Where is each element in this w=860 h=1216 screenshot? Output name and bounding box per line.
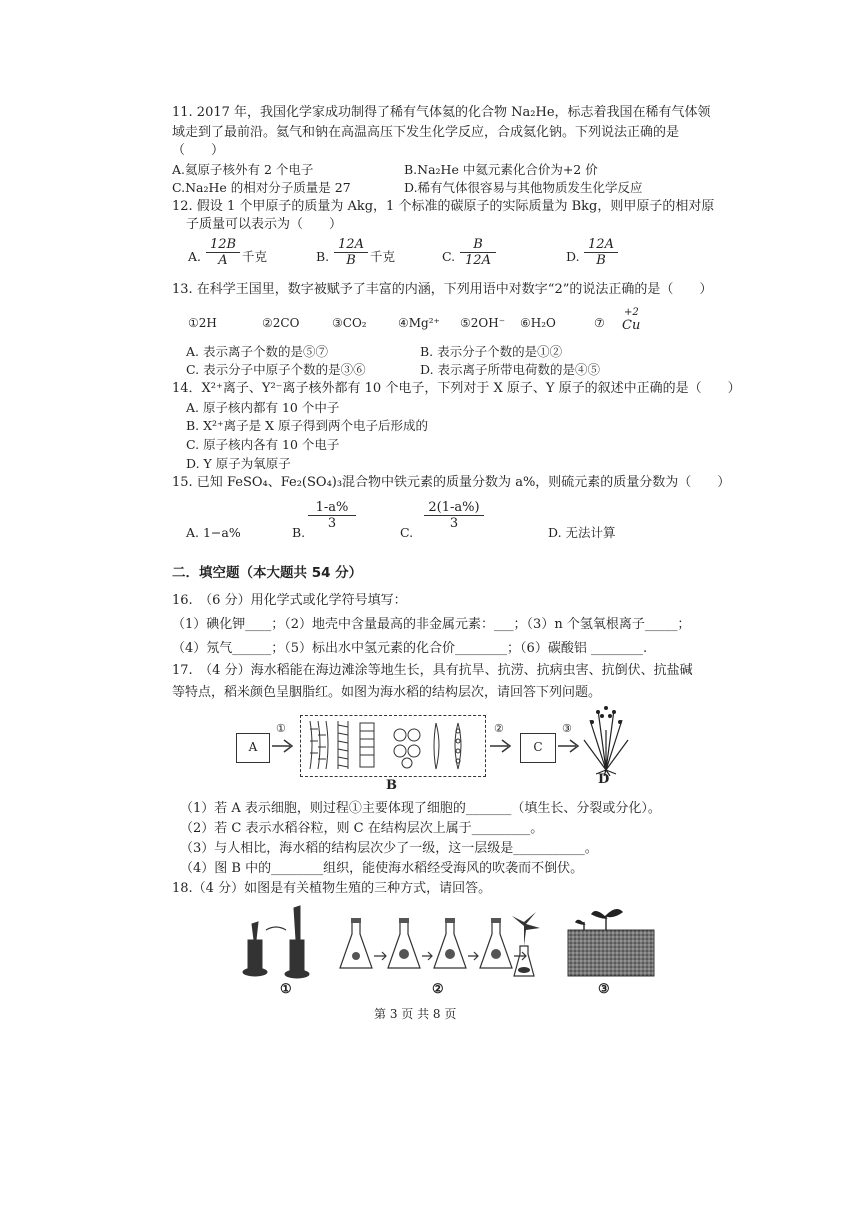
q12-option-a-numerator: 12B	[206, 237, 240, 253]
q13-symbol-2: ②2CO	[262, 316, 300, 330]
q18-line1: 18.（4 分）如图是有关植物生殖的三种方式，请回答。	[172, 881, 492, 896]
q12-option-d-fraction	[584, 237, 618, 268]
q12-option-b-label: B.	[316, 249, 330, 264]
q12-option-d-numerator: 12A	[584, 237, 618, 253]
q15-option-b-denominator: 3	[327, 516, 337, 531]
q15-option-c-label: C.	[400, 525, 414, 540]
q15-option-c-numerator: 2(1-a%)	[424, 500, 484, 516]
q16-line2: （1）碘化钾____；（2）地壳中含量最高的非金属元素：___；（3）n 个氢氧根离子_____；	[172, 617, 691, 632]
q12-option-c-denominator: 12A	[465, 253, 491, 268]
q15-option-b-fraction	[308, 500, 356, 531]
q13-symbol-3: ③CO₂	[332, 316, 367, 330]
q13-line1: 13. 在科学王国里，数字被赋予了丰富的内涵，下列用语中对数字“2”的说法正确的是（ ）	[172, 282, 713, 297]
q11-line1: 11. 2017 年，我国化学家成功制得了稀有气体氦的化合物 Na₂He，标志着我国在稀有气体领	[172, 105, 711, 120]
q13-option-d: D. 表示离子所带电荷数的是④⑤	[420, 362, 601, 377]
q18-label-3: ③	[598, 982, 610, 997]
q17-line2: 等特点，稻米颜色呈胭脂红。如图为海水稻的结构层次，请回答下列问题。	[172, 685, 602, 700]
q18-label-2: ②	[432, 982, 444, 997]
q13-symbol-5: ⑤2OH⁻	[460, 316, 506, 330]
q12-option-c-fraction	[460, 237, 496, 268]
q17-sub4: （4）图 B 中的________组织，能使海水稻经受海风的吹袭而不倒伏。	[180, 861, 584, 876]
q13-option-a: A. 表示离子个数的是⑤⑦	[186, 344, 328, 359]
q13-symbol-7-element: Cu	[622, 318, 641, 333]
figure-label-d: D	[598, 772, 610, 787]
q13-symbol-1: ①2H	[188, 316, 217, 330]
q15-line1: 15. 已知 FeSO₄、Fe₂(SO₄)₃混合物中铁元素的质量分数为 a%，则硫元素的质量分数为（ ）	[172, 475, 731, 490]
q12-option-c-numerator: B	[460, 237, 496, 253]
q13-option-b: B. 表示分子个数的是①②	[420, 344, 563, 359]
q12-option-b-denominator: B	[346, 253, 356, 268]
q18-label-1: ①	[280, 982, 292, 997]
q15-option-a: A. 1−a%	[186, 525, 241, 540]
q11-paren: （ ）	[172, 143, 225, 158]
q12-line2: 子质量可以表示为（ ）	[186, 217, 343, 232]
q16-line3: （4）氖气______；（5）标出水中氢元素的化合价________；（6）碳酸铝 ________.	[172, 641, 648, 656]
q15-option-c-fraction	[424, 500, 484, 531]
q13-symbol-6: ⑥H₂O	[520, 316, 556, 330]
figure-arrow-3-label: ③	[562, 722, 572, 735]
seed-germination-figure-icon	[566, 902, 656, 980]
q17-sub3: （3）与人相比，海水稻的结构层次少了一级，这一层级是___________。	[180, 841, 598, 856]
q13-symbol-7-valence: +2	[624, 307, 639, 318]
q11-option-b: B.Na₂He 中氦元素化合价为+2 价	[404, 162, 598, 177]
plantlet-flask-icon	[500, 906, 550, 980]
q14-option-d: D. Y 原子为氧原子	[186, 456, 291, 471]
figure-arrow-1-label: ①	[276, 722, 286, 735]
q12-option-c-label: C.	[442, 249, 456, 264]
q12-option-b-fraction	[334, 237, 368, 268]
tissue-drawings-icon	[302, 717, 482, 773]
q12-option-d-label: D.	[566, 249, 580, 264]
q13-option-c: C. 表示分子中原子个数的是③⑥	[186, 362, 366, 377]
q12-option-b-numerator: 12A	[334, 237, 368, 253]
q12-option-a-denominator: A	[218, 253, 228, 268]
q11-option-d: D.稀有气体很容易与其他物质发生化学反应	[404, 180, 643, 195]
q12-option-d-denominator: B	[596, 253, 606, 268]
q12-option-a-label: A.	[188, 249, 202, 264]
q17-sub1: （1）若 A 表示细胞，则过程①主要体现了细胞的_______（填生长、分裂或分化）。	[180, 801, 661, 816]
q12-line1: 12. 假设 1 个甲原子的质量为 Akg，1 个标准的碳原子的实际质量为 Bkg，则甲原子的相对原	[172, 199, 715, 214]
q14-option-b: B. X²⁺离子是 X 原子得到两个电子后形成的	[186, 418, 428, 433]
q15-option-c-denominator: 3	[449, 516, 459, 531]
q12-option-b-unit: 千克	[370, 249, 396, 264]
q14-line1: 14．X²⁺离子、Y²⁻离子核外都有 10 个电子，下列对于 X 原子、Y 原子的叙述中正确的是（ ）	[172, 381, 741, 396]
q14-option-c: C. 原子核内各有 10 个电子	[186, 437, 340, 452]
q17-line1: 17. （4 分）海水稻能在海边滩涂等地生长，具有抗旱、抗涝、抗病虫害、抗倒伏、抗盐碱	[172, 663, 693, 678]
q15-option-b-label: B.	[292, 525, 306, 540]
q15-option-b-numerator: 1-a%	[308, 500, 356, 516]
q16-line1: 16. （6 分）用化学式或化学符号填写：	[172, 593, 407, 608]
q13-symbol-7: ⑦	[594, 316, 605, 330]
figure-box-a: A	[236, 733, 270, 763]
q11-option-c: C.Na₂He 的相对分子质量是 27	[172, 180, 351, 195]
figure-box-c: C	[520, 733, 556, 763]
q14-option-a: A. 原子核内都有 10 个中子	[186, 400, 340, 415]
figure-arrow-2-label: ②	[494, 722, 504, 735]
figure-arrow-2-icon	[488, 732, 518, 762]
q13-symbol-4: ④Mg²⁺	[398, 316, 440, 330]
page-footer: 第 3 页 共 8 页	[374, 1007, 457, 1021]
q11-option-a: A.氦原子核外有 2 个电子	[172, 162, 314, 177]
grafting-figure-icon	[240, 900, 320, 980]
q15-option-d: D. 无法计算	[548, 525, 616, 540]
q12-option-a-fraction	[206, 237, 240, 268]
q17-sub2: （2）若 C 表示水稻谷粒，则 C 在结构层次上属于_________。	[180, 821, 544, 836]
figure-label-b: B	[386, 778, 397, 793]
q12-option-a-unit: 千克	[242, 249, 268, 264]
rice-plant-icon	[578, 700, 634, 776]
q11-line2: 域走到了最前沿。氦气和钠在高温高压下发生化学反应，合成氦化钠。下列说法正确的是	[172, 125, 680, 140]
section-2-title: 二．填空题（本大题共 54 分）	[172, 565, 363, 581]
figure-arrow-1-icon	[270, 732, 300, 762]
